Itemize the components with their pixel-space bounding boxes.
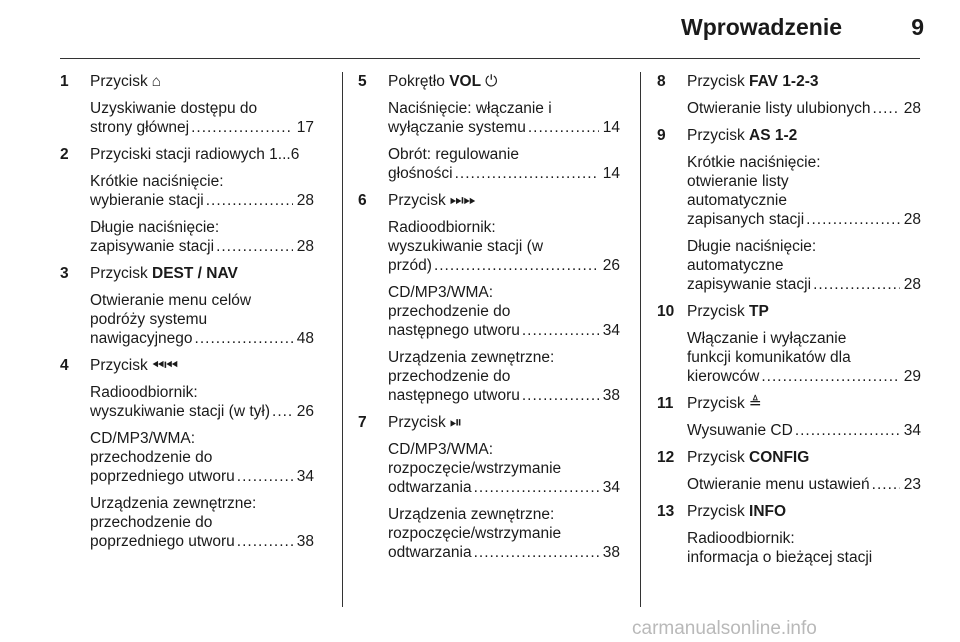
entry-number: 8 <box>657 73 666 90</box>
entry-body <box>687 394 921 440</box>
dot-leader <box>237 532 293 551</box>
entry-label-text: Przycisk <box>388 192 446 209</box>
description-line: Krótkie naciśnięcie: <box>90 173 224 190</box>
description-line: odtwarzania <box>388 479 472 496</box>
description-line: Otwieranie listy ulubionych <box>687 100 871 117</box>
watermark: carmanualsonline.info <box>632 618 817 639</box>
entry-number: 5 <box>358 73 367 90</box>
description-line: Radioodbiornik: <box>388 219 496 236</box>
index-entry <box>358 413 620 562</box>
description-line: Otwieranie menu ustawień <box>687 476 870 493</box>
entry-description <box>687 99 921 118</box>
entry-body <box>388 191 620 405</box>
index-entry <box>657 302 921 386</box>
description-line: Radioodbiornik: <box>687 530 795 547</box>
dot-leader <box>813 275 900 294</box>
entry-label <box>687 448 921 467</box>
entry-description <box>388 145 620 183</box>
description-line: wyszukiwanie stacji (w <box>388 238 544 255</box>
description-line-with-page <box>388 164 620 183</box>
description-line-with-page <box>388 386 620 405</box>
index-entry <box>60 356 314 551</box>
description-line-with-page <box>687 275 921 294</box>
entry-label-text: Przyciski stacji radiowych 1...6 <box>90 146 300 163</box>
entry-description <box>90 383 314 421</box>
column-1 <box>60 72 314 559</box>
description-line-with-page <box>90 118 314 137</box>
page-title: Wprowadzenie <box>680 14 842 40</box>
page-reference: 26 <box>602 257 620 274</box>
entry-description <box>388 348 620 405</box>
entry-description <box>687 153 921 229</box>
control-glyph-icon: ⏻ <box>485 73 498 90</box>
entry-label <box>687 72 921 91</box>
entry-label-text: Przycisk <box>90 357 148 374</box>
entry-label <box>90 264 314 283</box>
page-reference: 38 <box>296 533 314 550</box>
control-name: FAV 1-2-3 <box>749 73 819 90</box>
entry-label <box>687 126 921 145</box>
index-entry <box>657 126 921 294</box>
entry-number: 10 <box>657 303 675 320</box>
entry-description <box>687 529 921 567</box>
page-reference: 29 <box>903 368 921 385</box>
description-line: CD/MP3/WMA: <box>388 441 494 458</box>
description-line: następnego utworu <box>388 387 520 404</box>
control-name: CONFIG <box>749 449 810 466</box>
description-line: zapisywanie stacji <box>90 238 215 255</box>
dot-leader <box>474 543 599 562</box>
description-line-with-page <box>90 532 314 551</box>
dot-leader <box>272 402 293 421</box>
description-line: następnego utworu <box>388 322 520 339</box>
entry-label <box>388 72 620 91</box>
dot-leader <box>455 164 599 183</box>
description-line: Długie naciśnięcie: <box>90 219 220 236</box>
entry-number: 13 <box>657 503 675 520</box>
description-line: automatycznie <box>687 192 787 209</box>
description-line: przechodzenie do <box>90 514 213 531</box>
entry-description <box>388 99 620 137</box>
entry-label <box>687 302 921 321</box>
description-line-with-page <box>388 543 620 562</box>
description-line: Radioodbiornik: <box>90 384 198 401</box>
entry-label <box>388 191 620 210</box>
entry-description <box>90 99 314 137</box>
description-line: odtwarzania <box>388 544 472 561</box>
description-line-with-page <box>388 256 620 275</box>
description-line: przechodzenie do <box>90 449 213 466</box>
control-name: DEST / NAV <box>152 265 238 282</box>
entry-label <box>90 356 314 375</box>
column-divider <box>342 72 343 607</box>
entry-description <box>687 475 921 494</box>
dot-leader <box>474 478 599 497</box>
dot-leader <box>434 256 599 275</box>
column-3 <box>657 72 921 575</box>
description-line: otwieranie listy <box>687 173 789 190</box>
description-line: Urządzenia zewnętrzne: <box>388 506 555 523</box>
entry-body <box>90 356 314 551</box>
entry-number: 11 <box>657 395 674 412</box>
dot-leader <box>528 118 599 137</box>
description-line-with-page <box>687 367 921 386</box>
entry-body <box>687 448 921 494</box>
description-line: rozpoczęcie/wstrzymanie <box>388 525 562 542</box>
index-entry <box>60 264 314 348</box>
entry-description <box>687 329 921 386</box>
dot-leader <box>206 191 293 210</box>
description-line-with-page <box>90 402 314 421</box>
dot-leader <box>522 386 599 405</box>
description-line: Krótkie naciśnięcie: <box>687 154 821 171</box>
entry-number: 2 <box>60 146 69 163</box>
entry-description <box>90 494 314 551</box>
column-divider <box>640 72 641 607</box>
description-line: CD/MP3/WMA: <box>388 284 494 301</box>
page-reference: 26 <box>296 403 314 420</box>
description-line: zapisanych stacji <box>687 211 805 228</box>
description-line: Urządzenia zewnętrzne: <box>388 349 555 366</box>
description-line: Otwieranie menu celów <box>90 292 252 309</box>
control-glyph-icon: ≜ <box>748 395 762 412</box>
entry-description <box>90 291 314 348</box>
entry-label <box>90 145 314 164</box>
page-reference: 34 <box>903 422 921 439</box>
description-line-with-page <box>388 321 620 340</box>
dot-leader <box>795 421 900 440</box>
description-line: rozpoczęcie/wstrzymanie <box>388 460 562 477</box>
page-reference: 23 <box>903 476 921 493</box>
entry-description <box>388 440 620 497</box>
index-entry <box>657 72 921 118</box>
page-reference: 14 <box>602 119 620 136</box>
description-line: informacja o bieżącej stacji <box>687 549 873 566</box>
entry-body <box>90 145 314 256</box>
description-line-with-page <box>687 421 921 440</box>
page-reference: 28 <box>903 276 921 293</box>
index-entry <box>358 72 620 183</box>
entry-number: 12 <box>657 449 675 466</box>
entry-body <box>687 72 921 118</box>
entry-body <box>687 502 921 567</box>
control-glyph-icon: ⏪︎⏮︎ <box>151 357 179 374</box>
entry-description <box>687 237 921 294</box>
control-glyph-icon: ⌂ <box>151 73 162 90</box>
entry-description <box>90 218 314 256</box>
page-reference: 28 <box>903 100 921 117</box>
control-name: TP <box>749 303 769 320</box>
control-name: VOL <box>449 73 482 90</box>
description-line: CD/MP3/WMA: <box>90 430 196 447</box>
dot-leader <box>761 367 899 386</box>
entry-label-text: Przycisk <box>687 73 745 90</box>
index-entry <box>657 394 921 440</box>
description-line: Wysuwanie CD <box>687 422 793 439</box>
dot-leader <box>216 237 293 256</box>
entry-label-text: Przycisk <box>687 303 745 320</box>
entry-number: 4 <box>60 357 69 374</box>
dot-leader <box>237 467 293 486</box>
description-line: podróży systemu <box>90 311 208 328</box>
entry-description <box>388 283 620 340</box>
dot-leader <box>872 475 900 494</box>
description-line: zapisywanie stacji <box>687 276 812 293</box>
description-line: wyłączanie systemu <box>388 119 526 136</box>
page-reference: 34 <box>296 468 314 485</box>
description-line-with-page <box>687 210 921 229</box>
dot-leader <box>522 321 599 340</box>
control-glyph-icon: ⏯︎ <box>449 414 463 431</box>
entry-body <box>90 72 314 137</box>
description-line: poprzedniego utworu <box>90 533 235 550</box>
entry-label <box>687 502 921 521</box>
description-line: przód) <box>388 257 432 274</box>
description-line-with-page <box>687 99 921 118</box>
index-entry <box>657 502 921 567</box>
entry-label-text: Przycisk <box>90 265 148 282</box>
description-line: Włączanie i wyłączanie <box>687 330 847 347</box>
page-reference: 34 <box>602 322 620 339</box>
entry-label-text: Przycisk <box>388 414 446 431</box>
entry-number: 9 <box>657 127 666 144</box>
index-entry <box>657 448 921 494</box>
entry-label-text: Przycisk <box>687 127 745 144</box>
entry-label <box>687 394 921 413</box>
dot-leader <box>195 329 293 348</box>
entry-body <box>388 413 620 562</box>
entry-description <box>687 421 921 440</box>
page-reference: 48 <box>296 330 314 347</box>
entry-label <box>90 72 314 91</box>
description-line: głośności <box>388 165 453 182</box>
description-line: Obrót: regulowanie <box>388 146 519 163</box>
description-line-with-page <box>388 478 620 497</box>
entry-body <box>90 264 314 348</box>
page-reference: 17 <box>296 119 314 136</box>
index-entry <box>60 145 314 256</box>
entry-number: 6 <box>358 192 367 209</box>
description-line: nawigacyjnego <box>90 330 193 347</box>
entry-label <box>388 413 620 432</box>
description-line: strony głównej <box>90 119 190 136</box>
description-line: przechodzenie do <box>388 368 511 385</box>
entry-label-text: Pokrętło <box>388 73 445 90</box>
description-line: Uzyskiwanie dostępu do <box>90 100 258 117</box>
dot-leader <box>806 210 900 229</box>
control-name: AS 1-2 <box>749 127 798 144</box>
description-line-with-page <box>687 475 921 494</box>
control-glyph-icon: ⏭︎⏩︎ <box>449 192 477 209</box>
entry-label-text: Przycisk <box>687 449 745 466</box>
description-line: funkcji komunikatów dla <box>687 349 851 366</box>
description-line: przechodzenie do <box>388 303 511 320</box>
page-reference: 34 <box>602 479 620 496</box>
description-line: Długie naciśnięcie: <box>687 238 817 255</box>
entry-number: 7 <box>358 414 367 431</box>
entry-number: 3 <box>60 265 69 282</box>
entry-label-text: Przycisk <box>687 503 745 520</box>
description-line-with-page <box>90 329 314 348</box>
description-line: wyszukiwanie stacji (w tył) <box>90 403 271 420</box>
entry-description <box>90 429 314 486</box>
description-line: Urządzenia zewnętrzne: <box>90 495 257 512</box>
page-reference: 28 <box>903 211 921 228</box>
description-line: Naciśnięcie: włączanie i <box>388 100 552 117</box>
description-line: wybieranie stacji <box>90 192 204 209</box>
dot-leader <box>873 99 900 118</box>
dot-leader <box>191 118 293 137</box>
page-reference: 38 <box>602 544 620 561</box>
control-name: INFO <box>749 503 787 520</box>
description-line-with-page <box>388 118 620 137</box>
entry-body <box>687 126 921 294</box>
description-line-with-page <box>90 467 314 486</box>
page-reference: 14 <box>602 165 620 182</box>
entry-body <box>388 72 620 183</box>
description-line-with-page <box>90 191 314 210</box>
index-entry <box>60 72 314 137</box>
page-reference: 28 <box>296 192 314 209</box>
index-entry <box>358 191 620 405</box>
entry-description <box>90 172 314 210</box>
description-line: poprzedniego utworu <box>90 468 235 485</box>
entry-label-text: Przycisk <box>90 73 148 90</box>
entry-description <box>388 218 620 275</box>
page-reference: 28 <box>296 238 314 255</box>
description-line: automatyczne <box>687 257 784 274</box>
description-line: kierowców <box>687 368 760 385</box>
entry-body <box>687 302 921 386</box>
description-line-with-page <box>90 237 314 256</box>
entry-number: 1 <box>60 73 69 90</box>
entry-label-text: Przycisk <box>687 395 745 412</box>
page-reference: 38 <box>602 387 620 404</box>
column-2 <box>358 72 620 570</box>
page-number: 9 <box>911 14 924 40</box>
header-divider <box>60 58 920 59</box>
entry-description <box>388 505 620 562</box>
